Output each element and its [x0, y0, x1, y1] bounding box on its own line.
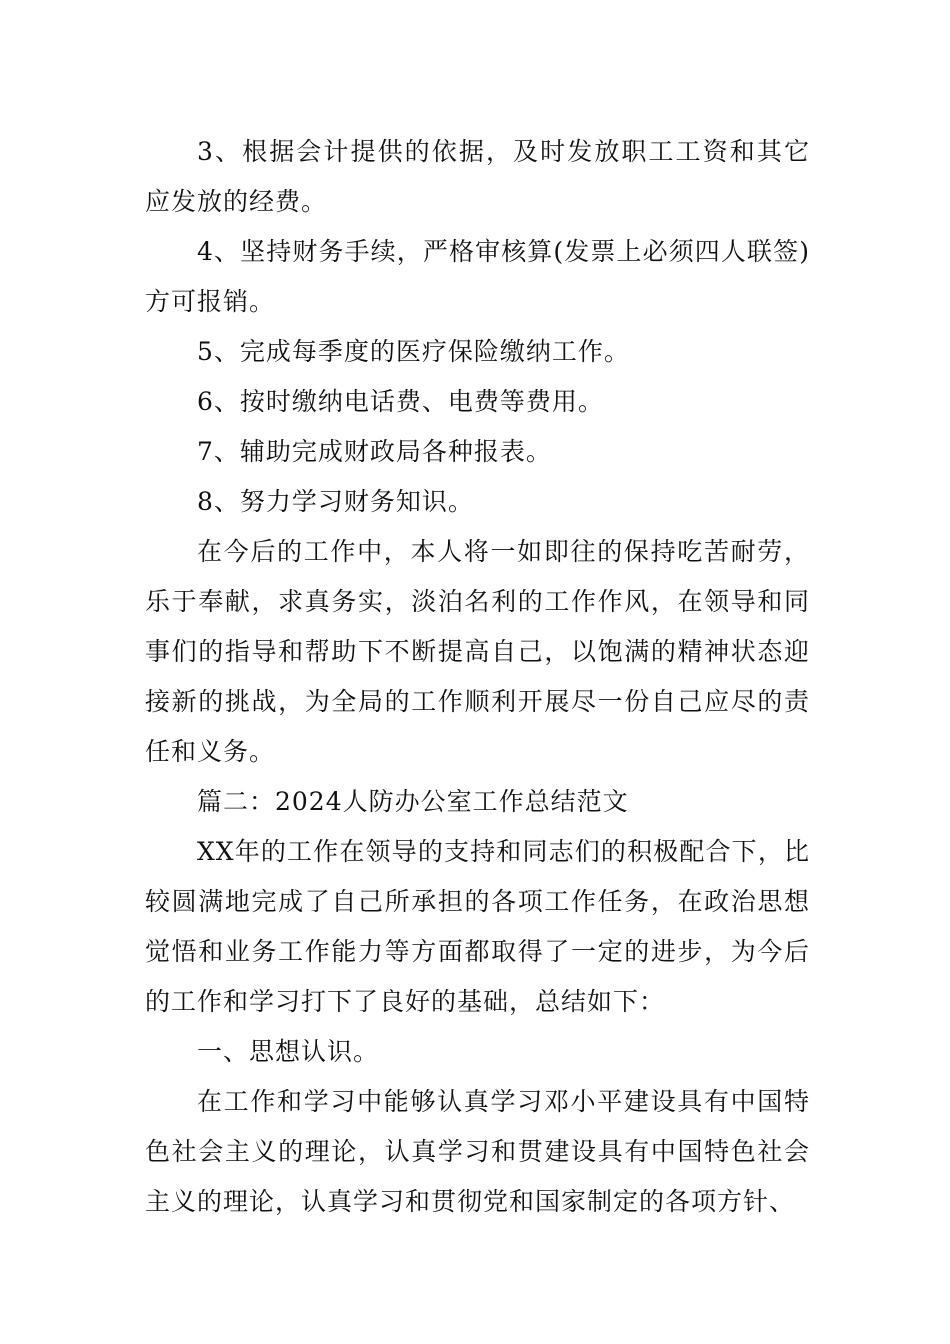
document-body	[145, 127, 810, 1227]
paragraph-closing: 在今后的工作中，本人将一如即往的保持吃苦耐劳，乐于奉献，求真务实，淡泊名利的工作作风，在领导和同事们的指导和帮助下不断提高自己，以饱满的精神状态迎接新的挑战，为全局的工作顺利开展尽一份自己应尽的责任和义务。	[145, 537, 810, 766]
paragraph-item-6: 6、按时缴纳电话费、电费等费用。	[197, 387, 604, 416]
paragraph-intro: XX年的工作在领导的支持和同志们的积极配合下，比较圆满地完成了自己所承担的各项工作任务，在政治思想觉悟和业务工作能力等方面都取得了一定的进步，为今后的工作和学习打下了良好的基础，总结如下：	[145, 837, 810, 1016]
section-heading-part-two: 篇二：2024人防办公室工作总结范文	[197, 787, 629, 816]
paragraph-item-5: 5、完成每季度的医疗保险缴纳工作。	[197, 337, 630, 366]
paragraph-thought: 在工作和学习中能够认真学习邓小平建设具有中国特色社会主义的理论，认真学习和贯建设具有中国特色社会主义的理论，认真学习和贯彻党和国家制定的各项方针、	[145, 1087, 810, 1216]
paragraph-item-3: 3、根据会计提供的依据，及时发放职工工资和其它应发放的经费。	[145, 137, 810, 216]
paragraph-item-7: 7、辅助完成财政局各种报表。	[197, 437, 552, 466]
section-heading-thought: 一、思想认识。	[197, 1037, 380, 1066]
paragraph-item-8: 8、努力学习财务知识。	[197, 487, 474, 516]
paragraph-item-4: 4、坚持财务手续，严格审核算(发票上必须四人联签)方可报销。	[145, 237, 810, 316]
